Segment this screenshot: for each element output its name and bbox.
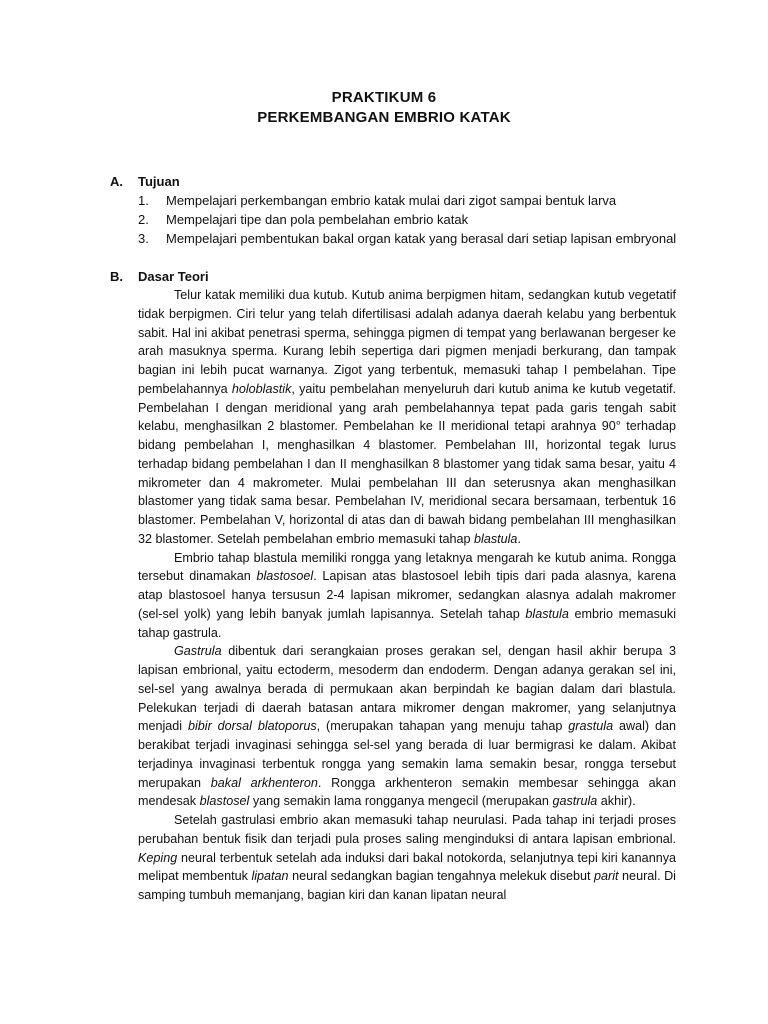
- text-run: neural. Di samping tumbuh memanjang, bagian kiri dan kanan lipatan neural: [138, 869, 676, 902]
- document-title-line-2: PERKEMBANGAN EMBRIO KATAK: [257, 109, 511, 126]
- text-run: .: [517, 531, 521, 546]
- text-run: Setelah gastrulasi embrio akan memasuki tahap neurulasi. Pada tahap ini terjadi proses perubahan bentuk fisik dan terjadi pula proses saling menginduksi di antara lapisan embrional.: [138, 813, 676, 846]
- document-title-line-1: PRAKTIKUM 6: [331, 89, 437, 106]
- text-run: Embrio tahap blastula memiliki rongga yang letaknya mengarah ke kutub anima. Rongga tersebut dinamakan: [138, 550, 676, 584]
- text-run: . Rongga arkhenteron semakin membesar sehingga akan mendesak: [138, 775, 676, 809]
- goal-text: Mempelajari pembentukan bakal organ katak yang berasal dari setiap lapisan embryonal: [166, 231, 677, 246]
- theory-paragraph-1: [138, 286, 676, 549]
- italic-term: lipatan: [251, 869, 289, 884]
- section-a-heading: Tujuan: [138, 174, 180, 189]
- goal-number: 3.: [138, 231, 149, 246]
- text-run: Telur katak memiliki dua kutub. Kutub anima berpigmen hitam, sedangkan kutub vegetatif tidak berpigmen. Ciri telur yang telah difertilisasi adalah adanya daerah kelabu yang berbentuk sabit. Hal ini akibat penetrasi sperma, sehingga pigmen di tempat yang berlawanan bergeser ke arah masuknya sperma. Kurang lebih sepertiga dari pigmen menjadi berkurang, dan tampak bagian ini lebih pucat warnanya. Zigot yang terbentuk, memasuki tahap I pembelahan. Tipe pembelahannya: [138, 288, 676, 396]
- theory-paragraph-4: [138, 811, 676, 905]
- text-run: akhir).: [597, 794, 636, 809]
- section-b-letter: B.: [110, 269, 123, 284]
- theory-body: [138, 286, 676, 905]
- italic-term: bibir dorsal blatoporus: [187, 719, 317, 734]
- text-run: yang semakin lama rongganya mengecil (merupakan: [249, 794, 553, 809]
- italic-term: Keping: [138, 850, 178, 865]
- goal-text: Mempelajari tipe dan pola pembelahan embrio katak: [166, 212, 469, 227]
- italic-term: holoblastik: [231, 381, 292, 396]
- theory-paragraph-3: [138, 642, 676, 811]
- text-run: neural sedangkan bagian tengahnya melekuk disebut: [288, 869, 595, 884]
- italic-term: grastula: [568, 719, 614, 734]
- italic-term: Gastrula: [174, 644, 222, 659]
- italic-term: blastosoel: [256, 569, 314, 584]
- italic-term: bakal arkhenteron: [210, 775, 318, 790]
- theory-paragraph-2: [138, 549, 676, 643]
- text-run: , (merupakan tahapan yang menuju tahap: [316, 719, 569, 734]
- text-run: embrio memasuki tahap gastrula.: [138, 606, 676, 640]
- italic-term: parit: [594, 869, 619, 884]
- section-b-heading: Dasar Teori: [138, 269, 209, 284]
- goal-number: 2.: [138, 212, 149, 227]
- italic-term: blastosel: [199, 794, 250, 809]
- text-run: . Lapisan atas blastosoel lebih tipis dari pada alasnya, karena atap blastosoel hanya tersusun 2-4 lapisan mikromer, sedangkan alasnya adalah makromer (sel-sel yolk) yang lebih banyak jumlah lapisannya. Setelah tahap: [138, 569, 676, 621]
- text-run: , yaitu pembelahan menyeluruh dari kutub anima ke kutub vegetatif. Pembelahan I dengan meridional yang arah pembelahannya tepat pada garis tengah sabit kelabu, menghasilkan 2 blastomer. Pembelahan ke II meridional tetapi arahnya 90° terhadap bidang pembelahan I, menghasilkan 4 blastomer. Pembelahan III, horizontal tegak lurus terhadap bidang pembelahan I dan II menghasilkan 8 blastomer yang tidak sama besar, yaitu 4 mikrometer dan 4 makrometer. Mulai pembelahan III dan seterusnya akan menghasilkan blastomer yang tidak sama besar. Pembelahan IV, meridional secara bersamaan, terbentuk 16 blastomer. Pembelahan V, horizontal di atas dan di bawah bidang pembelahan III menghasilkan 32 blastomer. Setelah pembelahan embrio memasuki tahap: [138, 381, 676, 546]
- text-run: awal) dan berakibat terjadi invaginasi sehingga sel-sel yang berada di luar bermigrasi ke dalam. Akibat terjadinya invaginasi terbentuk rongga yang semakin lama semakin besar, rongga tersebut merupakan: [138, 719, 676, 790]
- italic-term: blastula: [525, 606, 569, 621]
- text-run: dibentuk dari serangkaian proses gerakan sel, dengan hasil akhir berupa 3 lapisan embrional, yaitu ectoderm, mesoderm dan endoderm. Dengan adanya gerakan sel ini, sel-sel yang awalnya berada di permukaan akan berpindah ke bagian dalam dari blastula. Pelekukan terjadi di daerah batasan antara mikromer dengan makromer, yang selanjutnya menjadi: [138, 644, 676, 734]
- goal-text: Mempelajari perkembangan embrio katak mulai dari zigot sampai bentuk larva: [166, 193, 617, 208]
- italic-term: gastrula: [552, 794, 598, 809]
- text-run: neural terbentuk setelah ada induksi dari bakal notokorda, selanjutnya tepi kiri kanannya melipat membentuk: [138, 850, 676, 884]
- goal-number: 1.: [138, 193, 149, 208]
- italic-term: blastula: [474, 531, 518, 546]
- section-a-letter: A.: [110, 174, 123, 189]
